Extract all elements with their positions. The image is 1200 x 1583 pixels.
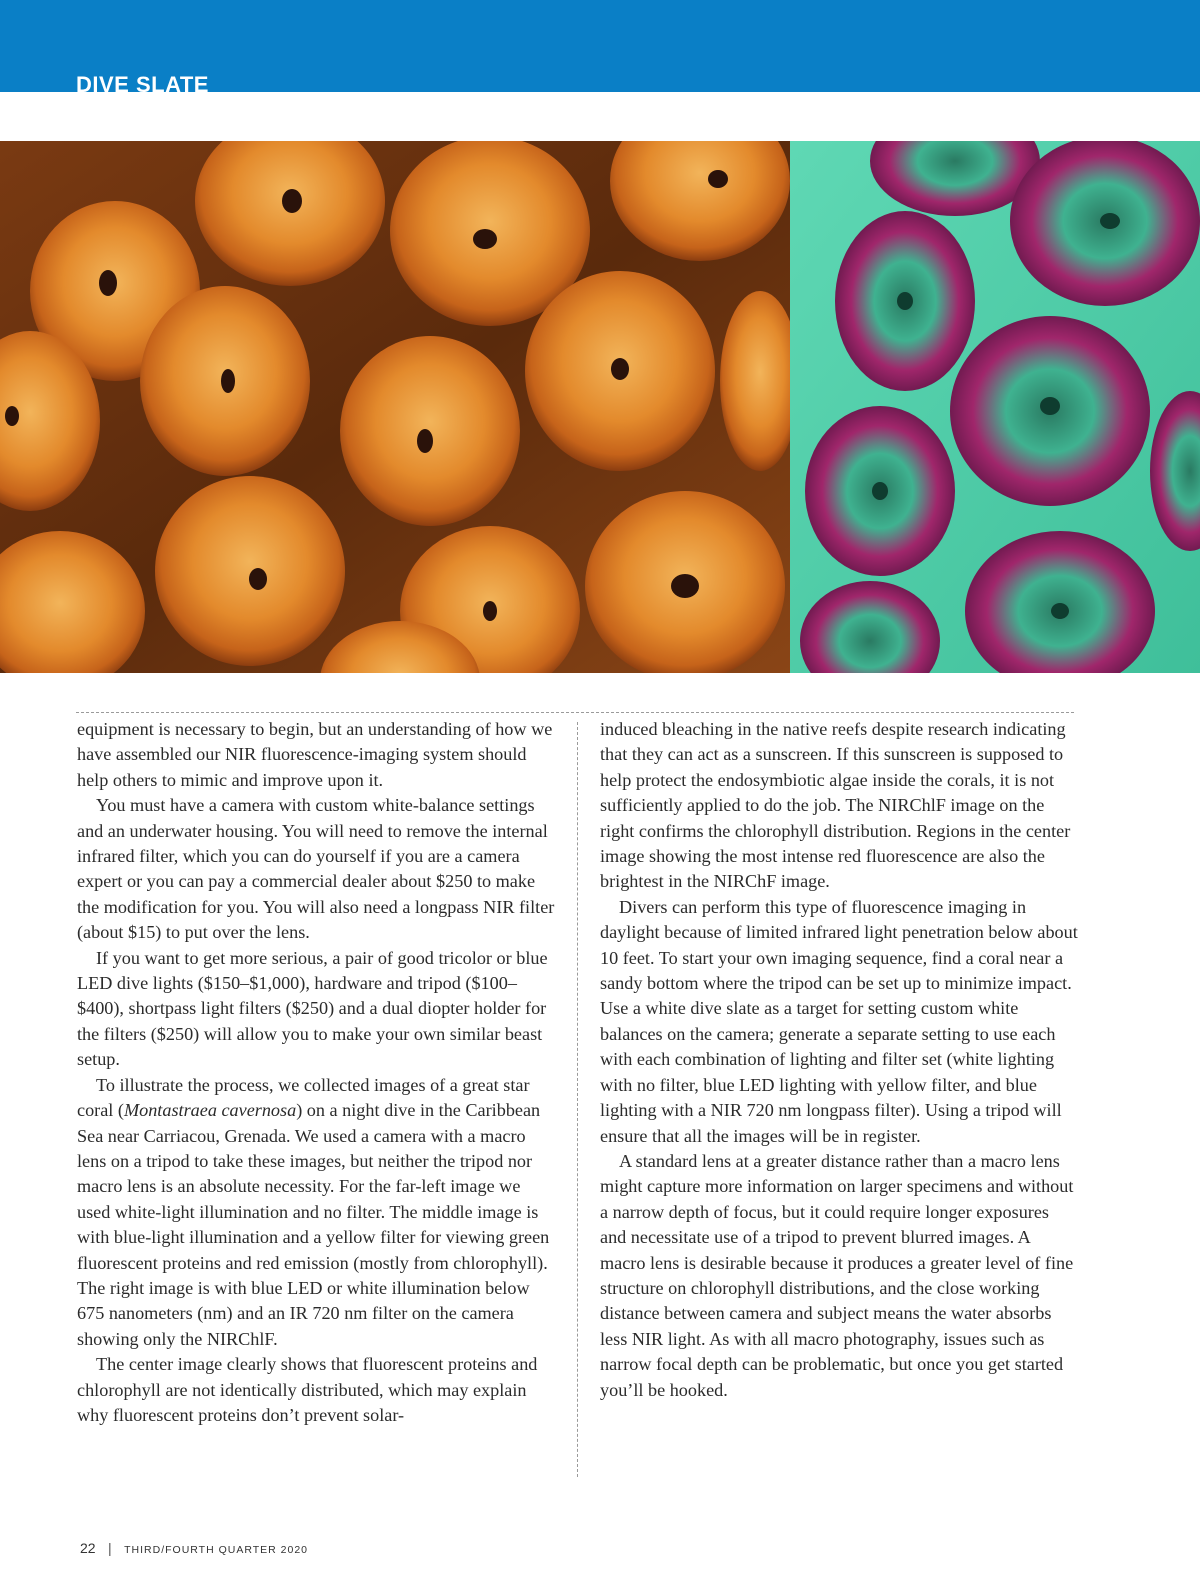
paragraph: equipment is necessary to begin, but an understanding of how we have assembled our NIR fluorescence-imaging system should help others to mimic and improve upon it. (77, 719, 553, 790)
top-rule (76, 712, 1074, 713)
article-column-left (77, 717, 557, 1428)
article-column-right (600, 717, 1078, 1403)
paragraph-text: To illustrate the process, we collected images of a great star coral ( (77, 1074, 530, 1121)
paragraph: You must have a camera with custom white-balance settings and an underwater housing. You will need to remove the internal infrared filter, which you can do yourself if you are a camera expert or you can pay a commercial dealer about $250 to make the modification for you. You will also need a longpass NIR filter (about $15) to put over the lens. (77, 795, 555, 943)
coral-fluorescence-photo (790, 141, 1200, 673)
coral-photo-strip (0, 141, 1200, 673)
paragraph: induced bleaching in the native reefs despite research indicating that they can act as a sunscreen. If this sunscreen is supposed to help protect the endosymbiotic algae inside the corals, it is not sufficiently applied to do the job. The NIRChlF image on the right confirms the chlorophyll distribution. Regions in the center image showing the most intense red fluorescence are also the brightest in the NIRChF image. (600, 719, 1071, 892)
coral-white-light-photo (0, 141, 800, 673)
paragraph (77, 1073, 557, 1352)
page-number: 22 (80, 1540, 96, 1556)
page-footer (80, 1540, 308, 1558)
paragraph: The center image clearly shows that fluorescent proteins and chlorophyll are not identically distributed, which may explain why fluorescent proteins don’t prevent solar- (77, 1354, 538, 1425)
column-divider (577, 722, 578, 1477)
paragraph: A standard lens at a greater distance rather than a macro lens might capture more information on larger specimens and without a narrow depth of focus, but it could require longer exposures and necessitate use of a tripod to prevent blurred images. A macro lens is desirable because it produces a greater level of fine structure on chlorophyll distributions, and the close working distance between camera and subject means the water absorbs less NIR light. As with all macro photography, issues such as narrow focal depth can be problematic, but once you get started you’ll be hooked. (600, 1150, 1074, 1400)
section-label: DIVE SLATE (76, 72, 209, 92)
paragraph: Divers can perform this type of fluorescence imaging in daylight because of limited infrared light penetration below about 10 feet. To start your own imaging sequence, find a coral near a sandy bottom where the tripod can be set up to minimize impact. Use a white dive slate as a target for setting custom white balances on the camera; generate a separate setting to use each with each combination of lighting and filter set (white lighting with no filter, blue LED lighting with yellow filter, and blue lighting with a NIR 720 nm longpass filter). Using a tripod will ensure that all the images will be in register. (600, 896, 1078, 1146)
paragraph: If you want to get more serious, a pair of good tricolor or blue LED dive lights ($150–$1,000), hardware and tripod ($100–$400), shortpass light filters ($250) and a dual diopter holder for the filters ($250) will allow you to make your own similar beast setup. (77, 947, 548, 1070)
issue-label: THIRD/FOURTH QUARTER 2020 (124, 1544, 309, 1556)
paragraph-text: ) on a night dive in the Caribbean Sea near Carriacou, Grenada. We used a camera with a macro lens on a tripod to take these images, but neither the tripod nor macro lens is an absolute necessity. For the far-left image we used white-light illumination and no filter. The middle image is with blue-light illumination and a yellow filter for viewing green fluorescent proteins and red emission (mostly from chlorophyll). The right image is with blue LED or white illumination below 675 nanometers (nm) and an IR 720 nm filter on the camera showing only the NIRChlF. (77, 1100, 550, 1349)
footer-separator: | (108, 1540, 112, 1556)
species-name: Montastraea cavernosa (123, 1100, 297, 1121)
